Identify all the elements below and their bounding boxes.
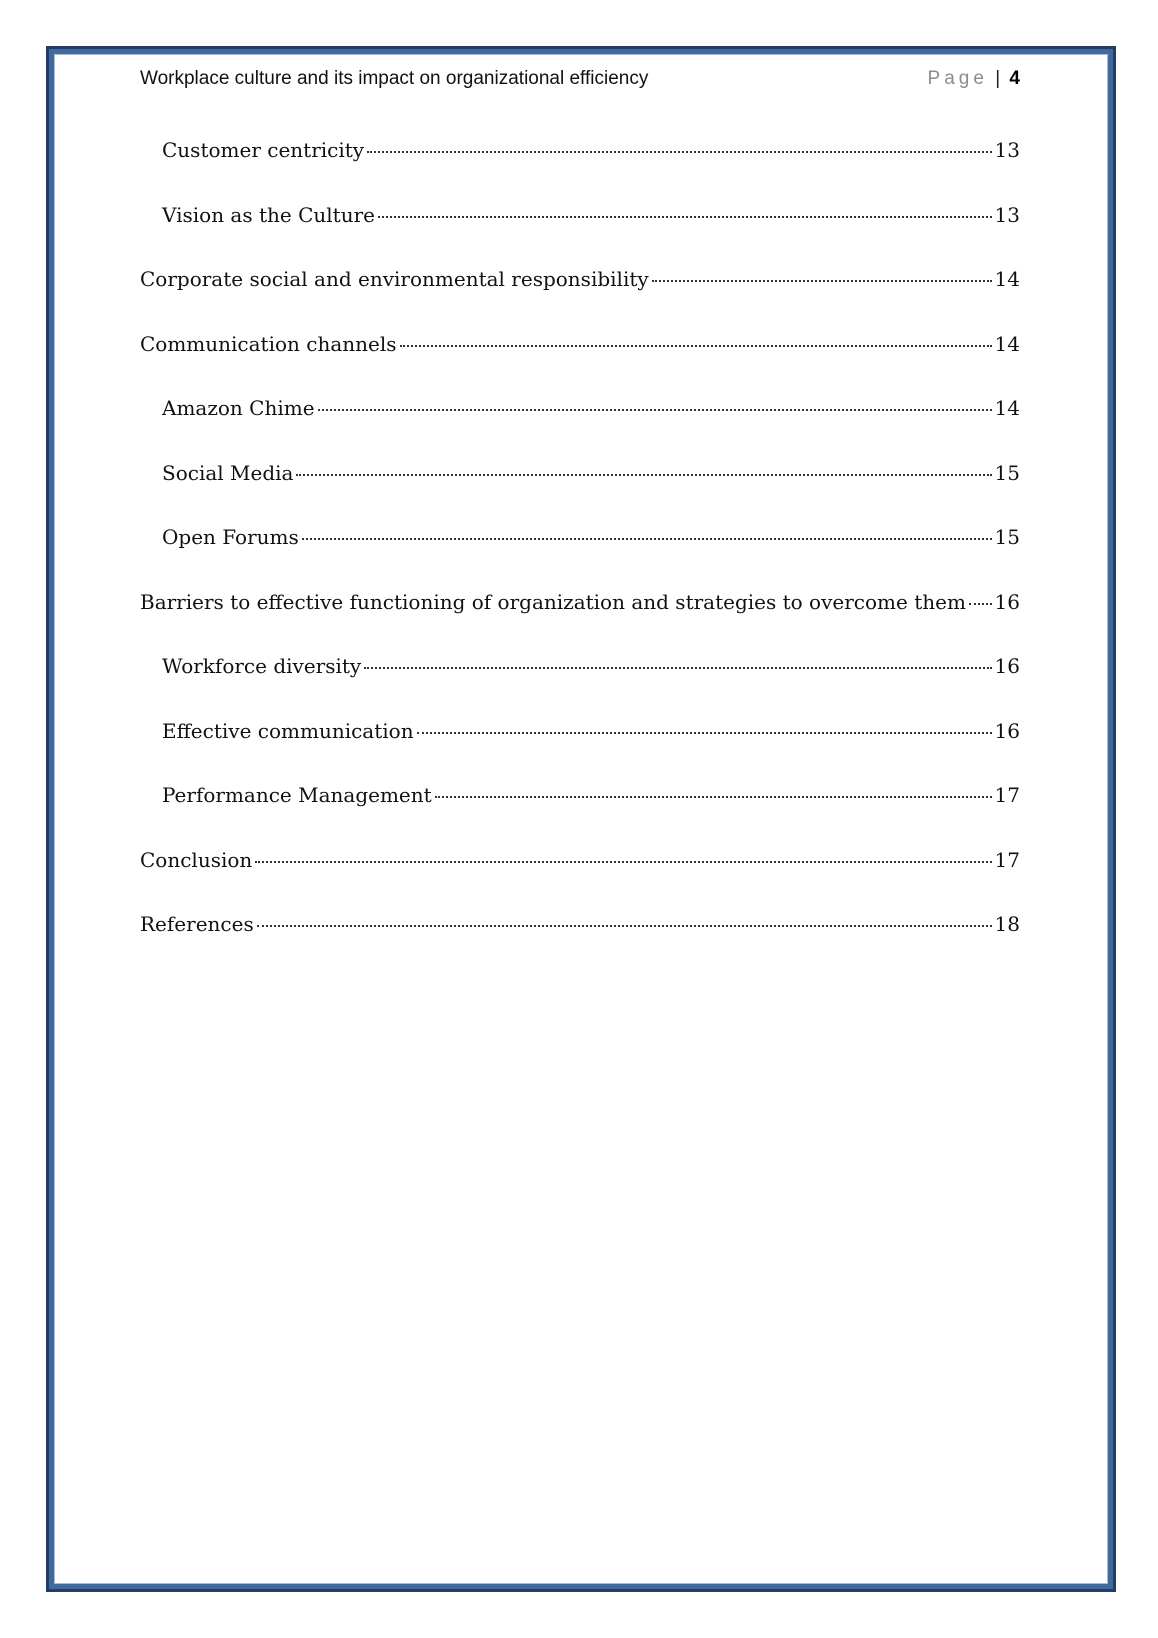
- toc-entry[interactable]: [140, 912, 1020, 977]
- table-of-contents: [140, 138, 1020, 977]
- toc-entry-label: Amazon Chime: [162, 396, 315, 420]
- toc-entry-page: 14: [994, 396, 1020, 420]
- toc-dot-leader: [367, 151, 991, 153]
- page-indicator: [928, 68, 1020, 90]
- toc-entry[interactable]: [140, 138, 1020, 203]
- toc-dot-leader: [400, 345, 992, 347]
- toc-entry[interactable]: [140, 267, 1020, 332]
- toc-dot-leader: [652, 280, 992, 282]
- toc-entry-label: References: [140, 912, 254, 936]
- toc-dot-leader: [364, 667, 991, 669]
- toc-entry-label: Vision as the Culture: [162, 202, 375, 227]
- toc-dot-leader: [417, 732, 992, 734]
- toc-entry-page: 13: [994, 202, 1020, 227]
- toc-entry-label: Barriers to effective functioning of organization and strategies to overcome them: [140, 589, 966, 614]
- toc-entry-page: 16: [994, 654, 1020, 678]
- page-number: 4: [1009, 68, 1020, 89]
- toc-dot-leader: [255, 861, 991, 863]
- document-title: Workplace culture and its impact on organizational efficiency: [140, 68, 649, 89]
- page-label: Page: [927, 68, 988, 89]
- toc-entry-label: Customer centricity: [162, 138, 365, 162]
- toc-entry-page: 18: [994, 912, 1020, 936]
- toc-entry-page: 16: [994, 589, 1020, 614]
- toc-entry[interactable]: [140, 525, 1020, 590]
- page-header: [140, 68, 1020, 98]
- toc-entry-label: Workforce diversity: [162, 654, 362, 678]
- toc-entry-label: Effective communication: [162, 718, 414, 743]
- toc-entry-page: 15: [994, 525, 1020, 549]
- toc-entry[interactable]: [140, 848, 1020, 913]
- toc-dot-leader: [378, 216, 992, 218]
- toc-entry-label: Social Media: [162, 460, 294, 485]
- toc-entry-page: 14: [994, 331, 1020, 356]
- toc-entry-page: 17: [994, 847, 1020, 872]
- toc-entry-label: Open Forums: [162, 525, 299, 549]
- toc-dot-leader: [318, 409, 992, 411]
- toc-entry[interactable]: [140, 461, 1020, 526]
- toc-entry-label: Corporate social and environmental responsibility: [140, 267, 649, 291]
- toc-entry-label: Communication channels: [140, 331, 397, 356]
- toc-entry-page: 13: [994, 138, 1020, 162]
- toc-dot-leader: [257, 925, 992, 927]
- toc-entry-page: 16: [994, 718, 1020, 743]
- toc-entry[interactable]: [140, 396, 1020, 461]
- toc-dot-leader: [302, 538, 992, 540]
- toc-entry[interactable]: [140, 719, 1020, 784]
- toc-entry-page: 14: [994, 267, 1020, 291]
- page-separator: |: [995, 68, 1001, 89]
- toc-entry[interactable]: [140, 783, 1020, 848]
- toc-dot-leader: [969, 603, 992, 605]
- toc-entry[interactable]: [140, 654, 1020, 719]
- toc-entry-label: Conclusion: [140, 847, 253, 872]
- toc-entry[interactable]: [140, 590, 1020, 655]
- toc-entry-label: Performance Management: [162, 783, 432, 807]
- toc-dot-leader: [435, 796, 992, 798]
- toc-dot-leader: [296, 474, 991, 476]
- toc-entry[interactable]: [140, 203, 1020, 268]
- toc-entry-page: 17: [994, 783, 1020, 807]
- toc-entry-page: 15: [994, 460, 1020, 485]
- toc-entry[interactable]: [140, 332, 1020, 397]
